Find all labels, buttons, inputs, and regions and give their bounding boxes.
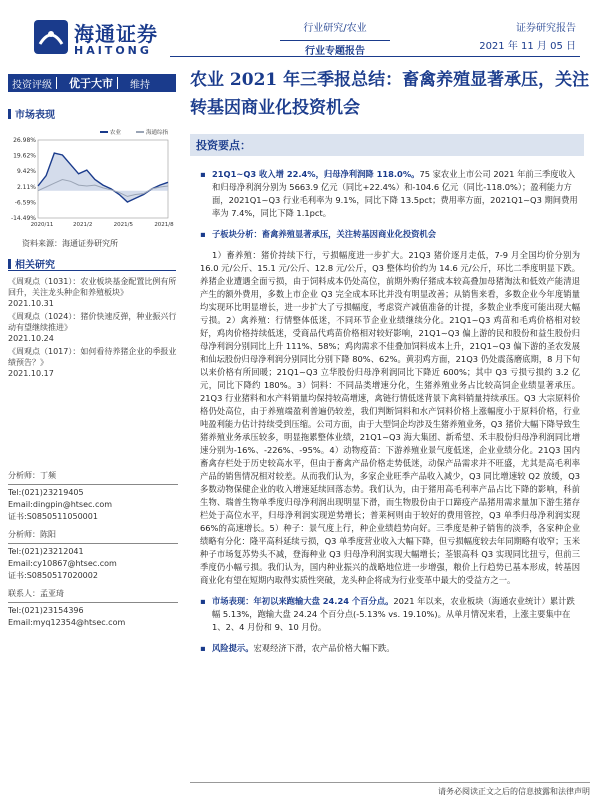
analyst-card (8, 588, 178, 629)
chart-source: 资料来源：海通证券研究所 (22, 239, 118, 248)
analyst-email[interactable]: Email:cy10867@htsec.com (8, 559, 117, 568)
x-tick-label: 2021/8 (154, 222, 174, 228)
rating-status: 维持 (130, 79, 150, 91)
header-divider (170, 56, 580, 57)
point-market (200, 595, 580, 634)
y-tick-label: -14.49% (10, 215, 36, 222)
subsector-detail: 1）畜养殖：猪价持续下行，亏损幅度进一步扩大。21Q3 猪价逐月走低，7-9 月全国均价分别为 16.0 元/公斤、15.1 元/公斤、12.8 元/公斤，Q3 整体均价约为 14.6 元/公斤，环比二季度明显下跌。养猪企业遭遇全面亏损，由于饲料成本仍处高位，前期外购仔猪成本较高叠加母猪淘汰和低效产能清退产生的额外费用，多数上市企业 Q3 完全成本环比并没有明显改善；从销售来看，多数企业今年度销量均实现环比明显增长，进一步扩大了亏损幅度，考虑资产减值准备的计提，多数企业季度可能出现大幅亏损。2）禽养殖：行情整体低迷，不同环节企业业绩继续分化。21Q1~Q3 鸡苗和毛鸡价格相对较好，鸡肉价格持续低迷，受商品代鸡苗价格相对较好影响，21Q1~Q3 偏上游的民和股份和益生股份归母净利润分别同比上升 111%、58%；鸡肉需求不佳叠加饲料成本上升，21Q1~Q3 偏下游的圣农发展和仙坛股份归母净利润分别同比分别下降 80%、62%。黄羽鸡方面，21Q3 仍处震荡磨底期，8 月下旬以来价格有所回暖；21Q1~Q3 立华股份归母净利润同比下降近 600%；其中 Q3 亏损亏损约 3.2 亿元，同比下降约 180%。3）饲料：不同品类增速分化，生猪养殖业务占比较高饲企业绩显著承压。21Q3 行业猪料和水产料销量均保持较高增速，禽链行情低迷背景下禽料销量持续承压。Q3 大宗原料价格仍处高位，由于养殖端盈利普遍仍较差，我们判断饲料和水产饲料价格上涨幅度小于原料价格，行业吨盈利能力估计持续受到压缩。公司方面，由于大型饲企均涉及生猪养殖业务，Q3 猪价大幅下降导致生猪养殖业务承压较多，明显拖累整体业绩，21Q1~Q3 海大集团、新希望、禾丰股份归母净利润同比增速分别为-16%、-226%、-95%。4）动物疫苗：下游养殖业景气度低迷，企业业绩分化。21Q3 国内畜禽存栏处于历史较高水平，但由于畜禽产品价格走势低迷，动保产品需求并不旺盛，尤其是高毛利率产品的销售情况相对较差。从而我们认为，多家企业旺季产品收入减少，Q3 同比增速较 Q2 放缓，Q3 多数动物保健企业的收入增速延续回落态势。我们认为，由于猪用高毛利率产品占比下降的影响，科前生物、瑞普生物单季度归母净利润出现明显下滑，而生物股份由于口蹄疫产品猪用需求量加下游生猪存栏处于高位水平，归母净利润实现逆势增长；普莱柯则由于较好的费用管控，Q3 单季归母净利润实现 66%的高速增长。5）种子：景气度上行，种企业绩趋势向好。三季度是种子销售的淡季，各家种企业绩略有分化：隆平高科延续亏损，Q3 单季度营业收入大幅下降，但亏损幅度较去年同期略有收窄；玉米种子市场复苏势头不减，登海种业 Q3 归母净利润实现大幅增长；荃银高科 Q3 实现同比扭亏，但前三季度仍小幅亏损。我们认为，国内种业振兴的战略地位进一步增强，粮价上行趋势已基本形成，转基因商业化有望在短期内取得实质性突破，龙头种企将成为行业变革中最大的受益方之一。 (200, 250, 580, 585)
haitong-logo-icon (34, 20, 68, 54)
market-heading: 市场表现 (8, 106, 55, 121)
analyst-cert: 证书:S0850517020002 (8, 571, 98, 580)
analyst-list (8, 470, 178, 635)
series-area-agriculture (38, 153, 168, 202)
analyst-role: 联系人：孟亚琦 (8, 589, 64, 598)
point-revenue (200, 168, 580, 220)
footer-disclaimer: 请务必阅读正文之后的信息披露和法律声明 (438, 787, 590, 796)
rating-bar (8, 74, 176, 92)
analyst-role: 分析师：丁频 (8, 471, 56, 480)
related-item-text: 《周观点（1024）：猪价快速反弹，种业振兴行动有望继续推进》 (8, 312, 177, 332)
point-risk-text: 宏观经济下滑，农产品价格大幅下跌。 (253, 643, 395, 653)
x-tick-label: 2021/5 (113, 222, 134, 228)
related-heading: 相关研究 (8, 256, 55, 271)
header-right-block (456, 20, 576, 56)
legend-label: 海通综指 (146, 130, 169, 136)
point-revenue-title: 21Q1~Q3 收入增 22.4%，归母净利润降 118.0%。 (212, 169, 420, 179)
header-separator (280, 40, 390, 41)
x-tick-label: 2020/11 (30, 222, 54, 228)
analyst-tel: Tel:(021)23212041 (8, 547, 84, 556)
report-date: 2021 年 11 月 05 日 (479, 41, 576, 52)
y-tick-label: -6.59% (14, 199, 36, 207)
point-risk (200, 642, 580, 655)
rating-divider (117, 77, 126, 89)
logo-cn-text: 海通证券 (74, 22, 158, 46)
rating-label: 投资评级 (12, 79, 52, 91)
analyst-card (8, 529, 178, 582)
key-points-heading: 投资要点： (196, 139, 251, 152)
report-title: 农业 2021 年三季报总结：畜禽养殖显著承压，关注转基因商业化投资机会 (190, 70, 590, 118)
analyst-email[interactable]: Email:dingpin@htsec.com (8, 500, 113, 509)
point-subsector-title: 子板块分析：畜禽养殖显著承压，关注转基因商业化投资机会 (212, 229, 437, 239)
header-category-block (280, 20, 390, 61)
related-item[interactable] (8, 311, 178, 344)
analyst-role: 分析师：陈阳 (8, 530, 56, 539)
footer-divider (190, 782, 590, 783)
analyst-cert: 证书:S0850511050001 (8, 512, 98, 521)
point-revenue-text: 75 家农业上市公司 2021 年前三季度收入和归母净利润分别为 5663.9 亿元（同比+22.4%）和-104.6 亿元（同比-118.0%）；盈利能力方面，2021Q1~Q3 行业毛利率为 9.1%，同比下降 13.5pct；费用率方面，2021Q1~Q3 期间费用率为 7.4%，同比下降 1.1pct。 (212, 169, 578, 218)
related-item-text: 《周观点（1031）：农业板块基金配置比例有所回升，关注龙头种企和养殖板块》 (8, 277, 177, 297)
analyst-tel: Tel:(021)23219405 (8, 488, 84, 497)
haitong-logo (34, 18, 164, 60)
x-tick-label: 2021/2 (72, 222, 93, 228)
logo-en-text: HAITONG (74, 44, 152, 57)
related-divider (8, 270, 176, 271)
related-list (8, 276, 178, 381)
header-subcategory: 行业专题报告 (305, 46, 365, 57)
point-market-title: 市场表现：年初以来跑输大盘 24.24 个百分点。 (212, 596, 394, 606)
report-type: 证券研究报告 (516, 23, 576, 34)
related-item[interactable] (8, 346, 178, 379)
legend-label: 农业 (110, 130, 122, 136)
rating-value: 优于大市 (69, 77, 113, 90)
market-chart (8, 126, 176, 238)
y-tick-label: 26.98% (13, 137, 36, 144)
analyst-rule (8, 602, 178, 603)
related-item-date: 2021.10.17 (8, 369, 54, 378)
y-tick-label: 2.11% (16, 183, 36, 191)
analyst-email[interactable]: Email:myq12354@htsec.com (8, 618, 126, 627)
analyst-tel: Tel:(021)23154396 (8, 606, 84, 615)
y-tick-label: 9.42% (16, 168, 36, 176)
related-item-date: 2021.10.24 (8, 334, 54, 343)
related-item-date: 2021.10.31 (8, 299, 54, 308)
analyst-card (8, 470, 178, 523)
analyst-rule (8, 543, 178, 544)
report-body (200, 168, 580, 663)
y-tick-label: 19.62% (13, 152, 36, 160)
related-item[interactable] (8, 276, 178, 309)
point-market-text: 2021 年以来，农业板块（海通农业统计）累计跌幅 5.13%，跑输大盘 24.24 个百分点(-5.13% vs. 19.10%)。从单月情况来看，上涨主要集中在 1、2、4 月份和 9、10 月份。 (212, 596, 575, 632)
related-item-text: 《周观点（1017）：如何看待养猪企业的季报业绩预告？》 (8, 347, 177, 367)
analyst-rule (8, 484, 178, 485)
point-subsector (200, 228, 580, 241)
point-risk-title: 风险提示。 (212, 643, 254, 653)
header-category: 行业研究/农业 (303, 23, 367, 34)
rating-divider (56, 77, 65, 89)
